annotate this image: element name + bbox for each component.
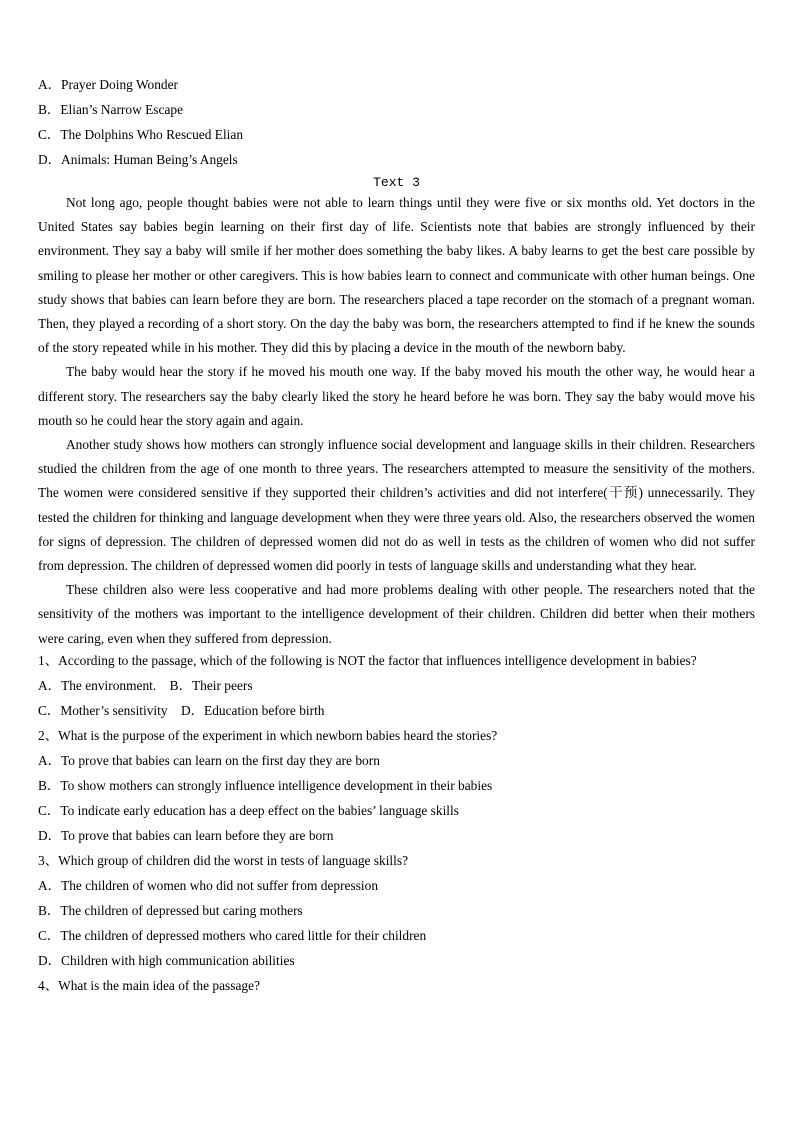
text-title: Text 3	[373, 175, 420, 190]
question-option: C．Mother’s sensitivity D．Education before birth	[38, 702, 325, 718]
question-option: A．The children of women who did not suffer from depression	[38, 877, 379, 893]
question-option: D．To prove that babies can learn before they are born	[38, 827, 334, 843]
paragraph: These children also were less cooperative and had more problems dealing with other people. The researchers noted that the sensitivity of the mothers was important to the intelligence development of their children. Children did better when their mothers were caring, even when they suffered from depression.	[38, 582, 755, 646]
question-stem: 4、What is the main idea of the passage?	[38, 977, 260, 993]
question-stem: 2、What is the purpose of the experiment in which newborn babies heard the stories?	[38, 727, 498, 743]
option-c: C．The Dolphins Who Rescued Elian	[38, 127, 244, 142]
question-option: D．Children with high communication abilities	[38, 952, 295, 968]
question-stem: 1、According to the passage, which of the following is NOT the factor that influences intelligence development in babies?	[38, 652, 697, 668]
question-stem: 3、Which group of children did the worst in tests of language skills?	[38, 852, 409, 868]
passage	[38, 191, 755, 651]
question-option: A．To prove that babies can learn on the first day they are born	[38, 752, 380, 768]
previous-question-options	[38, 76, 755, 176]
question-option: C．To indicate early education has a deep effect on the babies’ language skills	[38, 802, 459, 818]
paragraph: The baby would hear the story if he moved his mouth one way. If the baby moved his mouth the other way, he would hear a different story. The researchers say the baby clearly liked the story he heard before he was born. They say the baby would move his mouth so he could hear the story again and again.	[38, 364, 755, 428]
question-option: A．The environment. B．Their peers	[38, 677, 253, 693]
option-b: B．Elian’s Narrow Escape	[38, 102, 184, 117]
document-page	[38, 76, 755, 1002]
questions	[38, 652, 755, 1002]
question-option: B．To show mothers can strongly influence intelligence development in their babies	[38, 777, 493, 793]
paragraph: Another study shows how mothers can strongly influence social development and language skills in their children. Researchers studied the children from the age of one month to three years. The researchers attempted to measure the sensitivity of the mothers. The women were considered sensitive if they supported their children’s activities and did not interfere(干预) unnecessarily. They tested the children for thinking and language development when they were three years old. Also, the researchers observed the women for signs of depression. The children of depressed women did not do as well in tests as the children of women who did not suffer from depression. The children of depressed women did poorly in tests of language skills and understanding what they hear.	[38, 437, 755, 574]
question-option: C．The children of depressed mothers who cared little for their children	[38, 927, 427, 943]
paragraph: Not long ago, people thought babies were not able to learn things until they were five or six months old. Yet doctors in the United States say babies begin learning on their first day of life. Scientists note that babies are strongly influenced by their environment. They say a baby will smile if her mother does something the baby likes. A baby learns to get the best care possible by smiling to please her mother or other caregivers. This is how babies learn to connect and communicate with other human beings. One study shows that babies can learn before they are born. The researchers placed a tape recorder on the stomach of a pregnant woman. Then, they played a recording of a short story. On the day the baby was born, the researchers attempted to find if he knew the sounds of the story repeated while in his mother. They did this by placing a device in the mouth of the newborn baby.	[38, 195, 755, 356]
option-d: D．Animals: Human Being’s Angels	[38, 152, 238, 167]
question-option: B．The children of depressed but caring mothers	[38, 902, 303, 918]
option-a: A．Prayer Doing Wonder	[38, 77, 178, 92]
